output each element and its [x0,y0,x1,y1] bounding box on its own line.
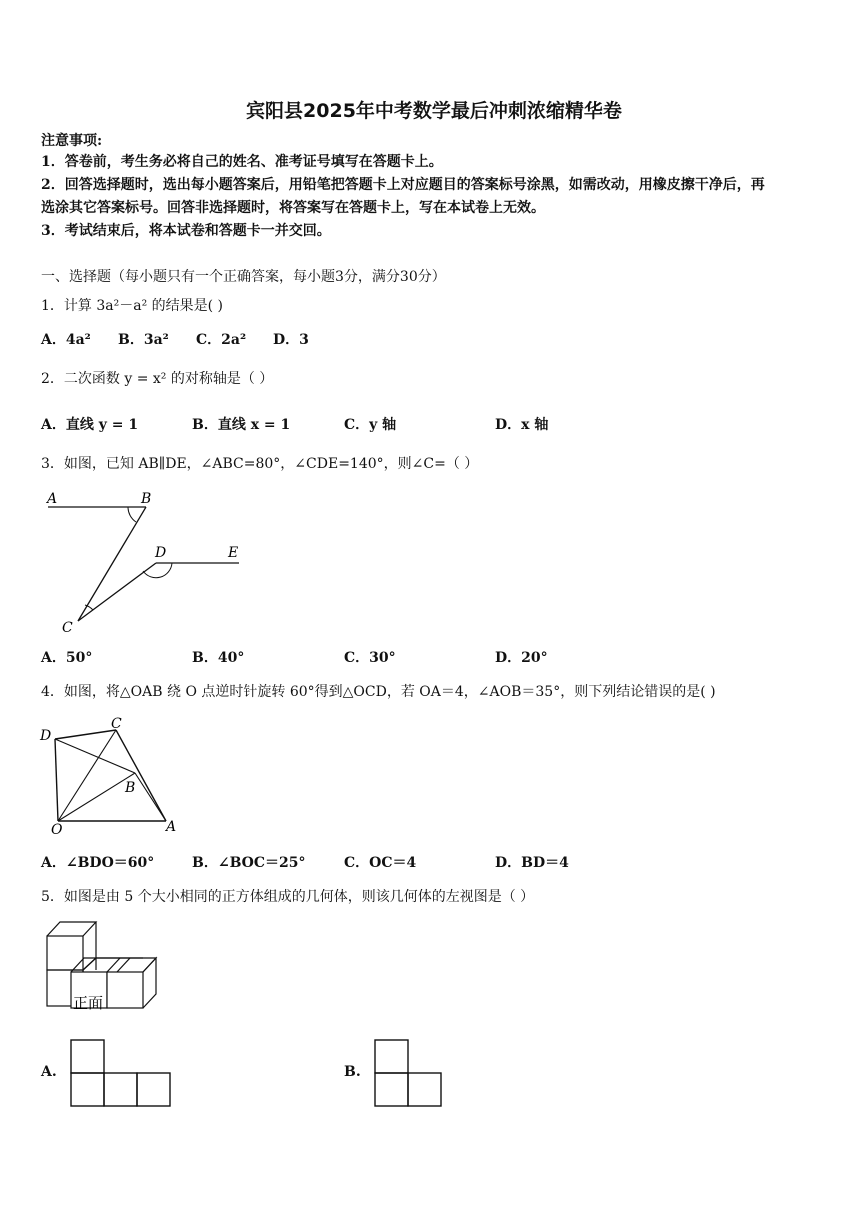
q3-figure [40,488,250,638]
q3-label-a: A [47,491,58,507]
q4-option-c: C．OC＝4 [344,855,417,871]
q4-figure [38,713,183,838]
q3-label-b: B [141,491,152,507]
notice-item-2-cont: 选涂其它答案标号。回答非选择题时，将答案写在答题卡上，写在本试卷上无效。 [41,200,545,216]
notice-item-3: 3．考试结束后，将本试卷和答题卡一并交回。 [41,223,331,239]
q5-stem: 5．如图是由 5 个大小相同的正方体组成的几何体，则该几何体的左视图是（ ） [41,889,535,905]
q4-label-a: A [166,819,177,835]
q3-option-d: D．20° [495,650,548,666]
notice-heading: 注意事项: [41,133,103,149]
q1-option-c: C．2a² [196,332,247,348]
q4-label-d: D [40,728,52,744]
q2-stem: 2．二次函数 y = x² 的对称轴是（ ） [41,371,274,387]
q1-option-d: D．3 [273,332,309,348]
q5-front-label: 正面 [73,994,104,1012]
q4-option-a: A．∠BDO＝60° [41,855,155,871]
q5-solid-figure [40,915,165,1025]
q1-option-a: A．4a² [41,332,91,348]
q5-option-a: A. [41,1064,57,1080]
q4-label-b: B [125,780,136,796]
q1-option-b: B．3a² [118,332,169,348]
q4-label-c: C [111,716,122,732]
q3-label-c: C [62,620,73,636]
q5-option-b: B. [344,1064,361,1080]
q2-option-c: C．y 轴 [344,417,397,433]
q4-stem: 4．如图，将△OAB 绕 O 点逆时针旋转 60°得到△OCD，若 OA＝4，∠AOB＝35°，则下列结论错误的是( ) [41,684,716,700]
q3-stem: 3．如图，已知 AB∥DE，∠ABC=80°，∠CDE=140°，则∠C=（ ） [41,456,479,472]
q2-option-a: A．直线 y = 1 [41,417,139,433]
q3-option-b: B．40° [192,650,245,666]
q2-option-b: B．直线 x = 1 [192,417,291,433]
page-title: 宾阳县2025年中考数学最后冲刺浓缩精华卷 [246,100,622,122]
notice-item-1: 1．答卷前，考生务必将自己的姓名、准考证号填写在答题卡上。 [41,154,443,170]
q4-label-o: O [51,822,63,838]
notice-item-2: 2．回答选择题时，选出每小题答案后，用铅笔把答题卡上对应题目的答案标号涂黑，如需改动，用橡皮擦干净后，再 [41,177,765,193]
q5-option-b-view [374,1039,445,1109]
section-heading: 一、选择题（每小题只有一个正确答案，每小题3分，满分30分） [41,269,446,285]
q3-label-d: D [155,545,167,561]
q4-option-b: B．∠BOC＝25° [192,855,306,871]
q2-option-d: D．x 轴 [495,417,549,433]
q3-label-e: E [228,545,239,561]
q1-stem: 1．计算 3a²－a² 的结果是( ) [41,298,224,314]
q4-option-d: D．BD＝4 [495,855,569,871]
q3-option-a: A．50° [41,650,93,666]
q3-option-c: C．30° [344,650,396,666]
q5-option-a-view [70,1039,174,1109]
